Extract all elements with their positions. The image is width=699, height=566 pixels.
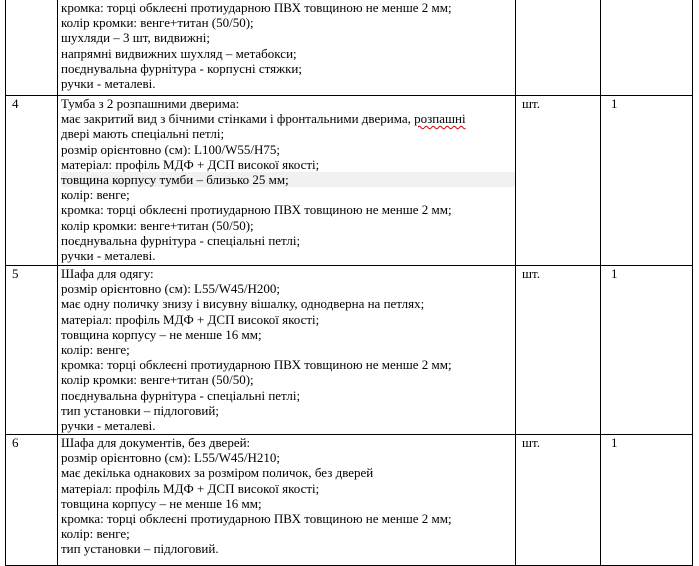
item-number-cell (6, 0, 58, 96)
item-description-cell (58, 266, 516, 435)
unit-label: шт. (522, 96, 540, 111)
description-line: колір кромки: венге+титан (50/50); (61, 372, 254, 388)
quantity-cell (601, 96, 693, 266)
spellcheck-flagged-word: розпашні (414, 111, 466, 127)
table-row (6, 0, 693, 96)
description-line: Шафа для документів, без дверей: (61, 435, 251, 450)
description-line: колір: венге; (61, 187, 130, 203)
description-line: кромка: торці обклеєні протиударною ПВХ товщиною не менше 2 мм; (61, 357, 452, 373)
description-line: товщина корпусу тумби – близько 25 мм; (61, 172, 515, 187)
description-line: колір: венге; (61, 526, 130, 542)
description-line: Шафа для одягу: (61, 266, 154, 281)
table-row (6, 96, 693, 266)
description-line (61, 111, 515, 126)
description-line: Тумба з 2 розпашними дверима: (61, 96, 240, 111)
unit-cell (516, 0, 601, 96)
table-body (6, 0, 693, 566)
description-line: напрямні видвижних шухляд – метабокси; (61, 45, 297, 61)
description-line: має декілька однакових за розміром поличок, без дверей (61, 465, 374, 481)
description-line: розмір орієнтовно (см): L100/W55/H75; (61, 141, 280, 157)
table-row (6, 435, 693, 566)
unit-cell (516, 266, 601, 435)
description-line: колір кромки: венге+титан (50/50); (61, 15, 254, 31)
description-text: має закритий вид з бічними стінками і фронтальними дверима, (61, 111, 415, 127)
item-number-cell (6, 435, 58, 566)
description-line: шухляди – 3 шт, видвижні; (61, 30, 210, 46)
description-line: колір: венге; (61, 341, 130, 357)
quantity-cell (601, 0, 693, 96)
unit-label: шт. (522, 435, 540, 450)
unit-label: шт. (522, 266, 540, 281)
description-line: двері мають спеціальні петлі; (61, 126, 225, 142)
item-description-cell (58, 96, 516, 266)
description-line: матеріал: профіль МДФ + ДСП високої якості; (61, 156, 320, 172)
description-line: має одну поличку знизу і висувну вішалку, однодверна на петлях; (61, 296, 425, 312)
item-number: 5 (12, 266, 19, 281)
description-line: товщина корпусу – не менше 16 мм; (61, 495, 262, 511)
unit-cell (516, 96, 601, 266)
quantity-value (611, 0, 692, 15)
item-number-cell (6, 266, 58, 435)
description-line: розмір орієнтовно (см): L55/W45/H200; (61, 281, 280, 297)
quantity-cell (601, 266, 693, 435)
item-number (12, 0, 57, 15)
description-line: розмір орієнтовно (см): L55/W45/H210; (61, 450, 280, 466)
unit-cell (516, 435, 601, 566)
description-line: поєднувальна фурнітура - спеціальні петлі; (61, 232, 301, 248)
description-line: матеріал: профіль МДФ + ДСП високої якості; (61, 480, 320, 496)
quantity-value: 1 (611, 96, 618, 111)
description-line: кромка: торці обклеєні протиударною ПВХ товщиною не менше 2 мм; (61, 0, 452, 15)
unit-label (522, 0, 600, 15)
specification-table (5, 0, 693, 566)
description-line: тип установки – підлоговий; (61, 402, 219, 418)
description-line: кромка: торці обклеєні протиударною ПВХ товщиною не менше 2 мм; (61, 510, 452, 526)
description-line: поєднувальна фурнітура - корпусні стяжки; (61, 60, 302, 76)
table-row (6, 266, 693, 435)
description-line: товщина корпусу – не менше 16 мм; (61, 326, 262, 342)
description-line: ручки - металеві. (61, 247, 156, 263)
item-number-cell (6, 96, 58, 266)
quantity-cell (601, 435, 693, 566)
description-line: колір кромки: венге+титан (50/50); (61, 217, 254, 233)
description-line: матеріал: профіль МДФ + ДСП високої якості; (61, 311, 320, 327)
quantity-value: 1 (611, 435, 618, 450)
description-line: ручки - металеві. (61, 417, 156, 433)
item-number: 4 (12, 96, 19, 111)
description-line: поєднувальна фурнітура - спеціальні петлі; (61, 387, 301, 403)
item-description-cell (58, 435, 516, 566)
description-line: тип установки – підлоговий. (61, 541, 219, 557)
description-line: кромка: торці обклеєні протиударною ПВХ товщиною не менше 2 мм; (61, 202, 452, 218)
item-number: 6 (12, 435, 19, 450)
item-description-cell (58, 0, 516, 96)
description-line: ручки - металеві. (61, 75, 156, 91)
quantity-value: 1 (611, 266, 618, 281)
